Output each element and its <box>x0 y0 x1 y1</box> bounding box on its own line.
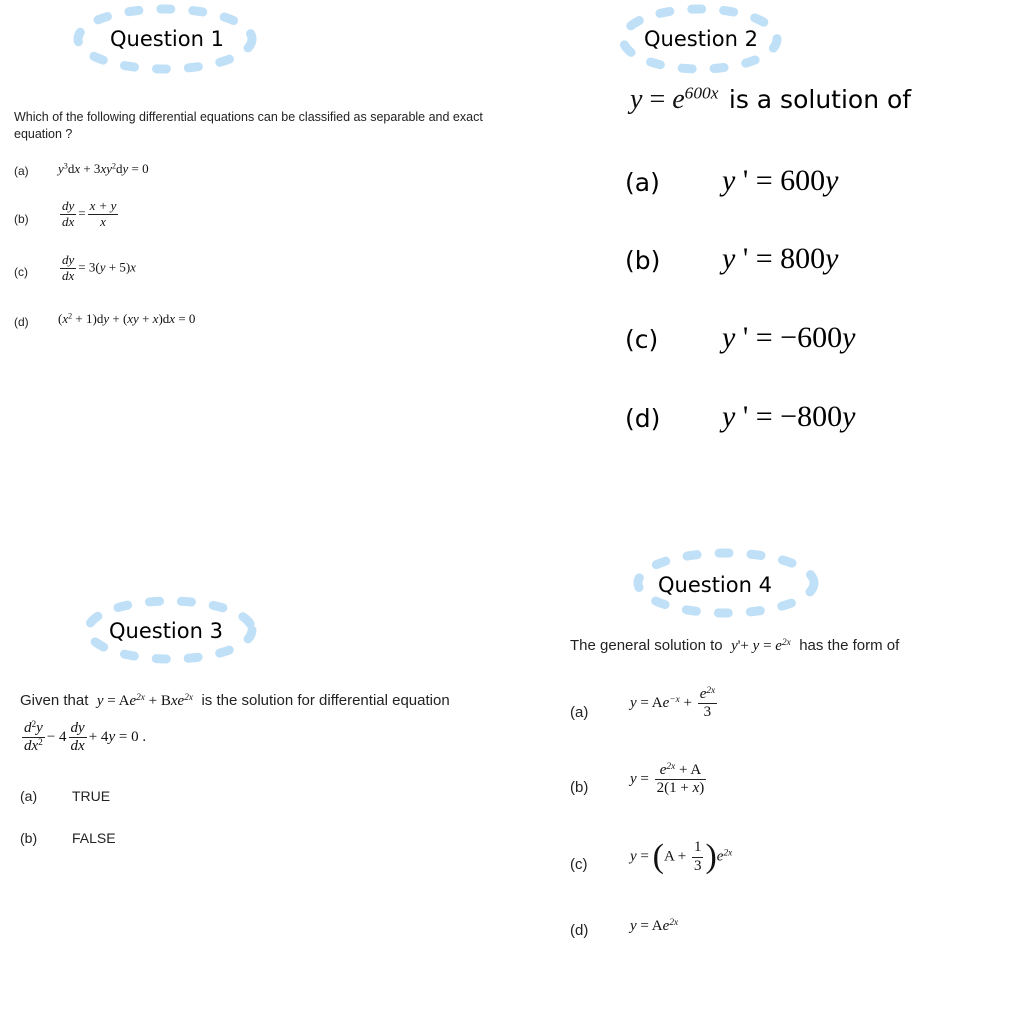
question-1-prompt: Which of the following differential equations can be classified as separable and exact equation ? <box>14 110 483 141</box>
q1-option-d-equation: $(x^2 + 1)dy + (xy + x)dx = 0$ <box>58 311 196 326</box>
q4-option-b-label: (b) <box>570 779 589 796</box>
q1-option-a-equation: $y^3dx + 3xy^2dy = 0$ <box>58 161 149 176</box>
q4-option-a-equation: $y = Ae^{-x}$ + $\frac{e^{2x}}{3}$ <box>630 685 716 721</box>
q2-option-d-equation: y ' = −800y <box>722 400 856 433</box>
q3-differential-equation: $\frac{d^2y}{dx^2}$ − 4 $\frac{dy}{dx}$ + 4y = 0 . <box>24 719 147 755</box>
q1-option-c-equation: $\frac{dy}{dx}$ = 3(y + 5)x <box>62 252 136 283</box>
q1-option-b-equation: $\frac{dy}{dx}$ = $\frac{x + y}{x}$ <box>62 198 117 229</box>
q2-option-d-label: (d) <box>625 404 661 433</box>
question-4-title: Question 4 <box>658 573 772 597</box>
q2-option-a-label: (a) <box>625 168 660 197</box>
question-1-title: Question 1 <box>110 27 224 51</box>
q4-option-c-equation: y = (A + $\frac{1}{3}$ )$e^{2x}$ <box>630 838 733 875</box>
q4-given-equation: $y'+ y = e^{2x}$ <box>731 637 791 654</box>
q2-option-c-label: (c) <box>625 325 659 354</box>
question-2-prompt: $y = e^{600x}$ is a solution of <box>630 83 912 115</box>
q4-option-a-label: (a) <box>570 704 589 721</box>
q3-option-a-label: (a) <box>20 788 38 804</box>
q1-option-b-label: (b) <box>14 212 29 226</box>
q4-option-c-label: (c) <box>570 856 588 873</box>
q2-option-b-label: (b) <box>625 246 661 275</box>
q2-option-c-equation: y ' = −600y <box>722 321 856 354</box>
q3-option-b-text: FALSE <box>72 830 116 846</box>
q4-option-d-label: (d) <box>570 922 589 939</box>
question-3-title: Question 3 <box>109 619 223 643</box>
q2-option-a-equation: y ' = 600y <box>722 164 839 197</box>
q2-solution-equation: $y = e^{600x}$ <box>630 83 719 115</box>
q4-option-b-equation: y = $\frac{e^{2x} + A}{2(1 + x)}$ <box>630 761 705 797</box>
q3-option-b-label: (b) <box>20 830 38 846</box>
q2-option-b-equation: y ' = 800y <box>722 242 839 275</box>
q1-option-c-label: (c) <box>14 265 28 279</box>
q4-option-d-equation: $y = Ae^{2x}$ <box>630 917 679 934</box>
q3-option-a-text: TRUE <box>72 788 111 804</box>
question-2-title: Question 2 <box>644 27 758 51</box>
question-4-prompt: The general solution to $y'+ y = e^{2x}$ has the form of <box>570 637 900 654</box>
q1-option-d-label: (d) <box>14 315 29 329</box>
question-3-prompt: Given that $y = Ae^{2x} + Bxe^{2x}$ is the solution for differential equation <box>20 692 450 709</box>
q1-option-a-label: (a) <box>14 164 29 178</box>
q3-solution-equation: $y = Ae^{2x} + Bxe^{2x}$ <box>96 692 193 709</box>
